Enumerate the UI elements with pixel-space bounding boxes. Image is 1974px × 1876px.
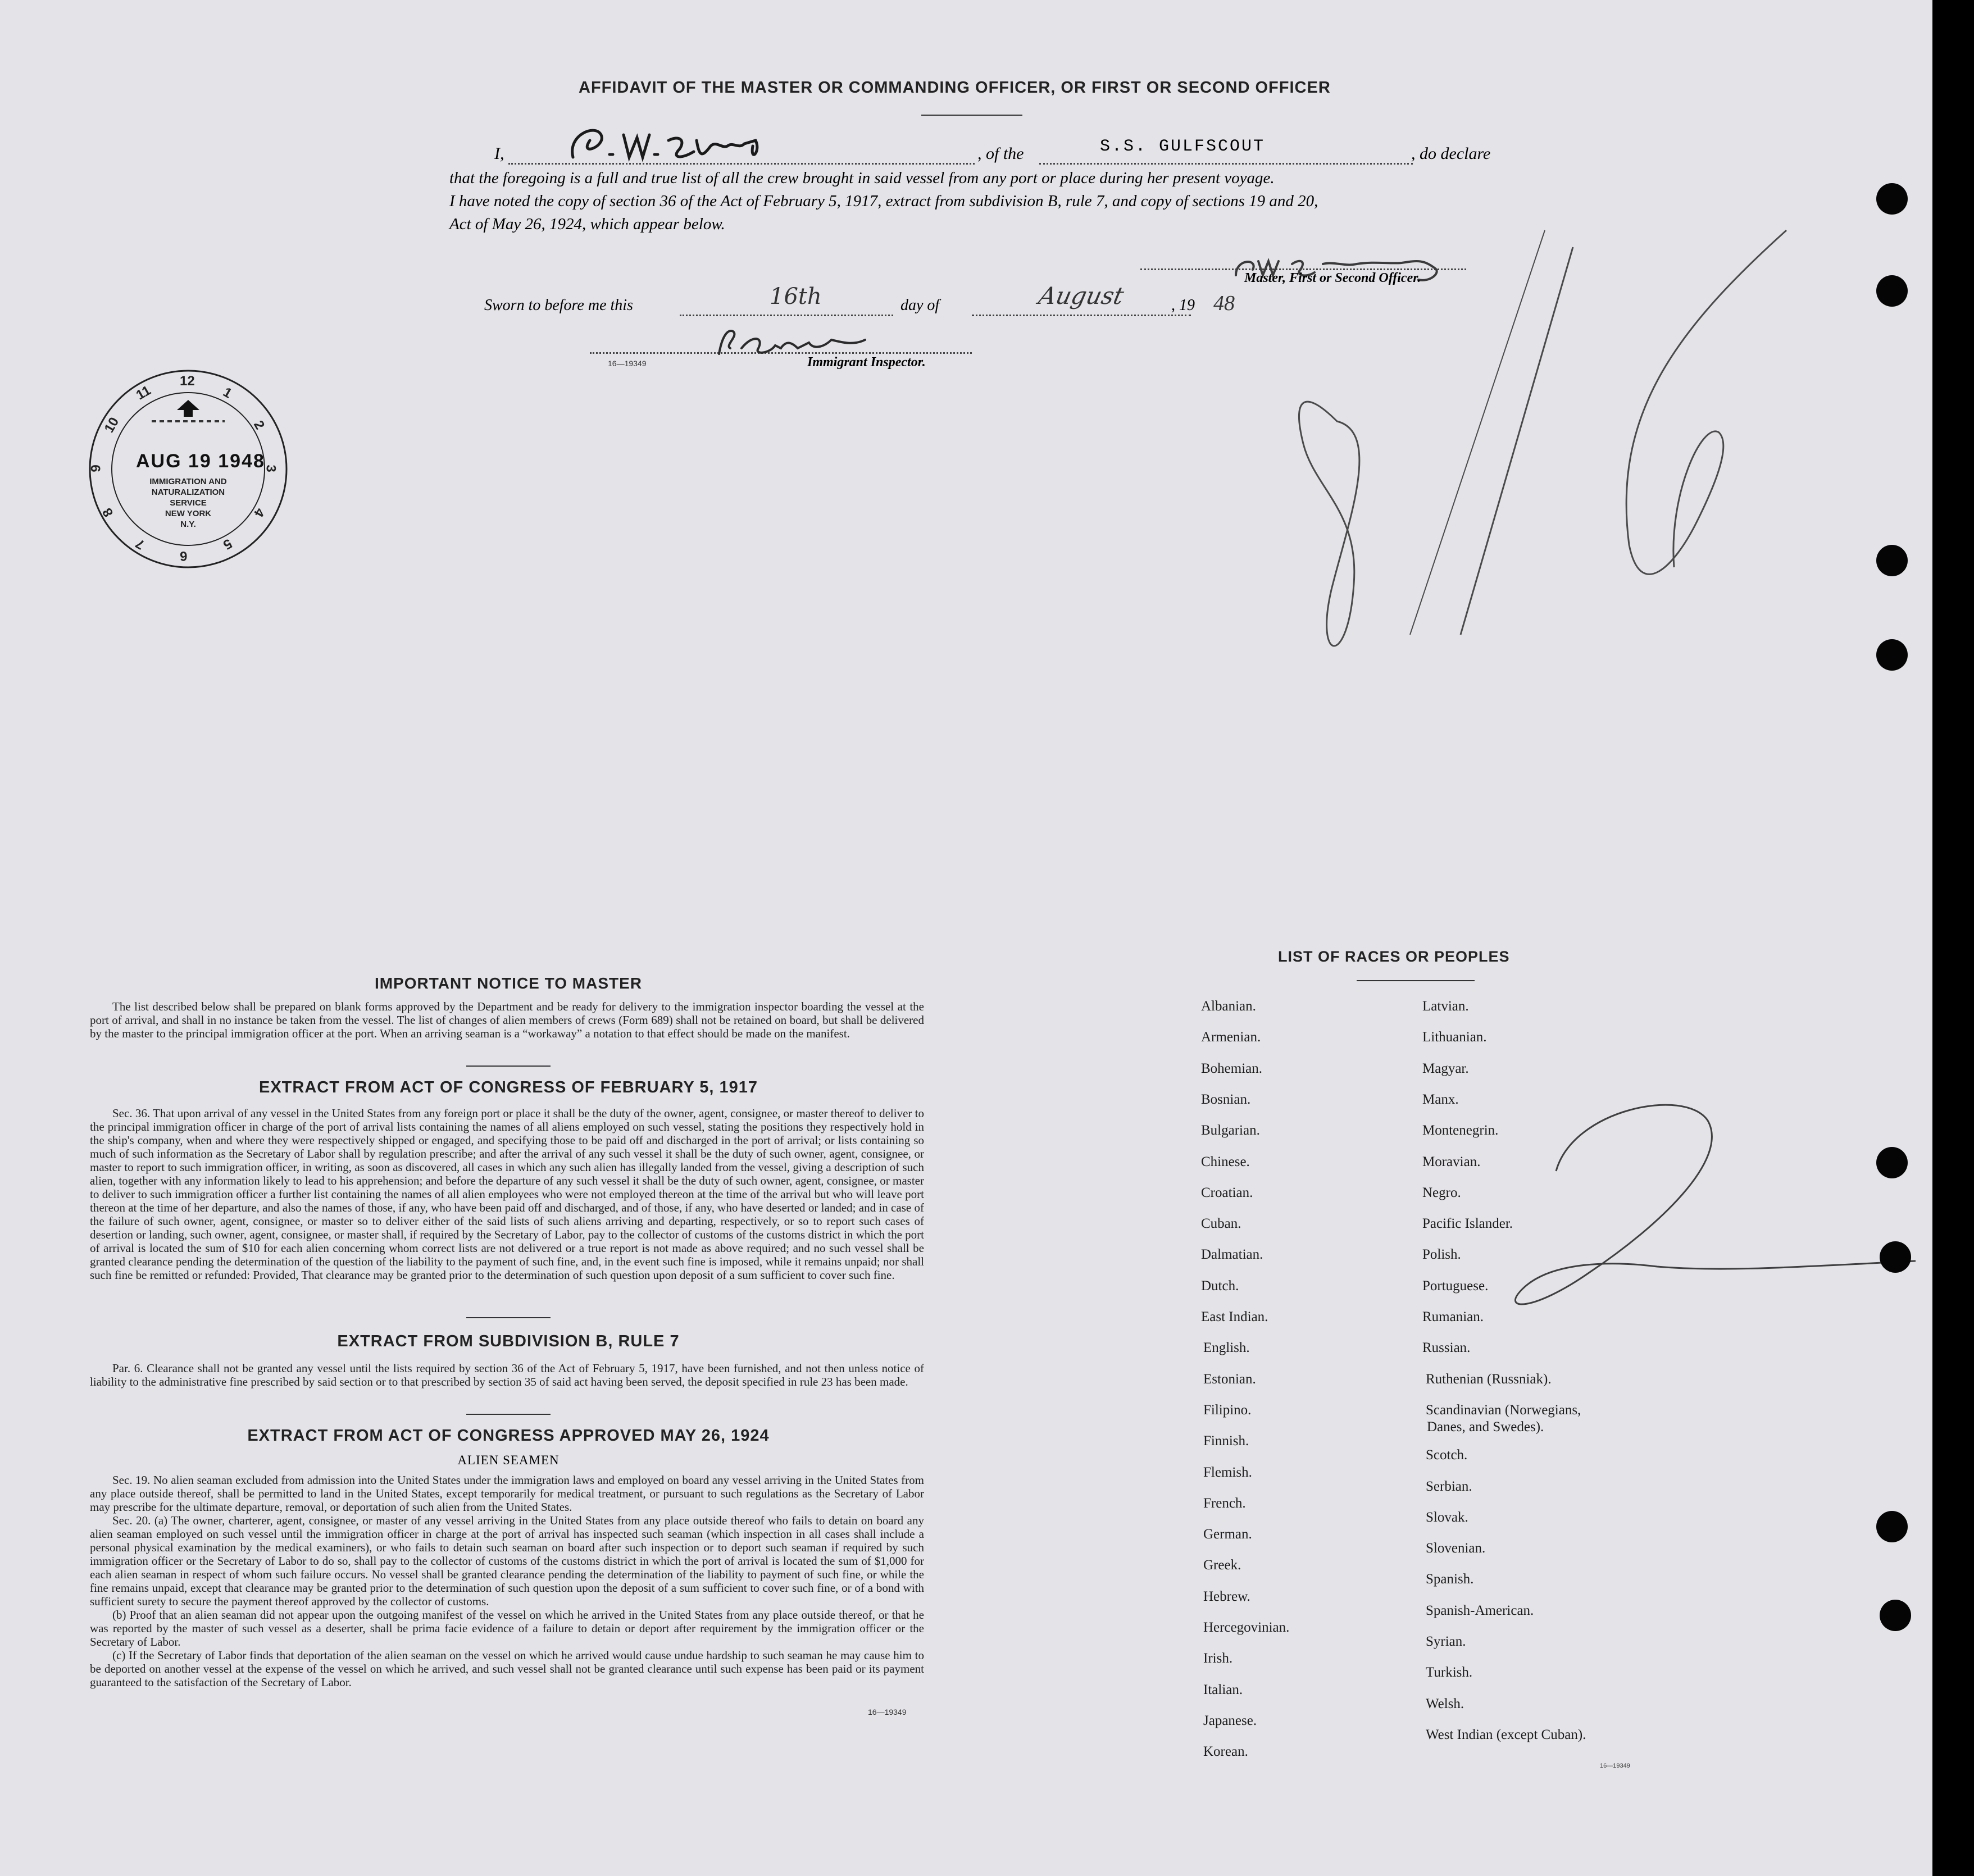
stamp-hour-number: 8 <box>99 505 117 520</box>
race-item: Croatian. <box>1201 1185 1253 1200</box>
race-item: French. <box>1203 1495 1246 1511</box>
rule7-rule <box>466 1414 551 1415</box>
stamp-line: N.Y. <box>180 520 196 529</box>
extract-form-number: 16—19349 <box>868 1707 907 1716</box>
vessel-name: S.S. GULFSCOUT <box>1100 137 1266 156</box>
extract-1917-body: Sec. 36. That upon arrival of any vessel in the United States from any foreign port or place it shall be the duty of the owner, agent, consignee, or master thereof to deliver to the principal immigration officer in charge of the port of arrival lists containing the names of all aliens employed on such vessel, stating the positions they respectively hold in the ship's company, when and where they were respectively shipped or engaged, and specifying those to be paid off and discharged in the port of arrival; or lists containing so much of such information as the Secretary of Labor shall by regulation prescribe; and after the arrival of any such vessel it shall be the duty of such owner, agent, consignee, or master to report to such immigration officer, in writing, as soon as discovered, all cases in which any such alien has illegally landed from the vessel, giving a description of such alien, together with any information likely to lead to his apprehension; and before the departure of any such vessel it shall be the duty of such owner, agent, consignee, or master to deliver to such immigration officer a further list containing the names of all alien employees who were not employed thereon at the time of the arrival but who will leave port thereon at the time of her departure, and also the names of those, if any, who have been paid off and discharged, and of those, if any, who have deserted or landed; and in case of the failure of such owner, agent, consignee, or master so to deliver either of the said lists of such aliens arriving and departing, respectively, or so to report such cases of desertion or landing, such owner, agent, consignee, or master shall, if required by the Secretary of Labor, pay to the collector of customs of the customs district in which the port of arrival is located the sum of $10 for each alien concerning whom correct lists are not delivered or a true report is not made as above required; and no such vessel shall be granted clearance pending the determination of the question of the liability to the payment of such fine, and, in the event such fine is imposed, while it remains unpaid; nor shall such fine be remitted or refunded: Provided, That clearance may be granted prior to the determination of such question upon deposit of a sum sufficient to cover such fine. <box>90 1107 924 1282</box>
stamp-hour-number: 12 <box>180 374 195 389</box>
stamp-line: SERVICE <box>170 498 207 508</box>
binder-hole <box>1876 275 1908 307</box>
affidavit-line-2: that the foregoing is a full and true list of all the crew brought in said vessel from any port or place during her present voyage. <box>449 169 1275 187</box>
do-declare-label: , do declare <box>1411 144 1491 163</box>
binder-hole <box>1880 1241 1911 1273</box>
race-item: Cuban. <box>1201 1216 1241 1232</box>
affidavit-line-3: I have noted the copy of section 36 of the Act of February 5, 1917, extract from subdivision B, rule 7, and copy of sections 19 and 20, <box>449 192 1318 210</box>
race-item: Bosnian. <box>1201 1091 1251 1107</box>
stamp-hour-number: 3 <box>263 465 279 472</box>
alien-seamen-subtitle: ALIEN SEAMEN <box>457 1453 560 1467</box>
stamp-date: AUG 19 1948 <box>136 450 265 472</box>
of-the-label: , of the <box>977 144 1024 163</box>
race-item: Scotch. <box>1426 1447 1468 1463</box>
sworn-month: August <box>1036 282 1126 309</box>
pencil-mark-8-1-6 <box>1225 230 1876 837</box>
race-item: Syrian. <box>1426 1634 1466 1649</box>
rule7-body: Par. 6. Clearance shall not be granted any vessel until the lists required by section 36 of the Act of February 5, 1917, have been furnished, and not then unless notice of liability to the administrative fine prescribed by said section or to that prescribed by section 35 of said act having been served, the deposit specified in rule 23 has been made. <box>90 1362 924 1388</box>
stamp-line: IMMIGRATION AND <box>149 477 227 486</box>
race-item: Slovak. <box>1426 1509 1468 1525</box>
binder-hole <box>1876 545 1908 576</box>
vessel-fill-line <box>1039 163 1413 165</box>
stamp-hour-number: 9 <box>88 465 104 472</box>
race-item: Moravian. <box>1422 1154 1481 1169</box>
sec19-paragraph: Sec. 19. No alien seaman excluded from admission into the United States under the immigration laws and employed on board any vessel arriving in the United States from any place outside thereof, shall be permitted to land in the United States, except temporarily for medical treatment, or pursuant to such regulations as the Secretary of Labor may prescribe for the ultimate departure, removal, or deportation of such alien from the United States. <box>90 1473 924 1514</box>
binder-hole <box>1876 639 1908 671</box>
races-rule <box>1357 980 1475 981</box>
race-item: Manx. <box>1422 1091 1459 1107</box>
binder-hole <box>1876 183 1908 215</box>
title-rule <box>921 115 1022 116</box>
race-item: Bulgarian. <box>1201 1123 1260 1139</box>
race-item: Greek. <box>1203 1558 1241 1573</box>
pencil-mark-2 <box>1489 1092 1949 1334</box>
year-prefix: , 19 <box>1171 297 1195 314</box>
affidavit-i-label: I, <box>494 144 504 163</box>
races-title: LIST OF RACES OR PEOPLES <box>1278 948 1510 965</box>
notice-rule <box>466 1066 551 1067</box>
race-item: Japanese. <box>1203 1713 1257 1728</box>
affidavit-line-4: Act of May 26, 1924, which appear below. <box>449 215 725 233</box>
race-item: Magyar. <box>1422 1060 1469 1076</box>
stamp-line: NATURALIZATION <box>151 488 225 497</box>
race-item: Spanish. <box>1426 1572 1474 1587</box>
stamp-hour-number: 2 <box>251 417 268 432</box>
stamp-line: NEW YORK <box>165 509 212 518</box>
sworn-day: 16th <box>770 284 822 309</box>
race-item: Italian. <box>1203 1682 1243 1697</box>
race-item: Pacific Islander. <box>1422 1216 1513 1232</box>
sworn-label: Sworn to before me this <box>484 297 633 314</box>
inspector-caption: Immigrant Inspector. <box>807 355 926 370</box>
extract-1924-body <box>90 1473 924 1689</box>
binder-hole <box>1880 1600 1911 1631</box>
extract-1924-title: EXTRACT FROM ACT OF CONGRESS APPROVED MAY 26, 1924 <box>247 1427 770 1445</box>
race-item: Flemish. <box>1203 1464 1252 1480</box>
race-item: East Indian. <box>1201 1309 1268 1324</box>
master-signature <box>556 118 871 169</box>
race-item: Dalmatian. <box>1201 1247 1263 1263</box>
race-item: Turkish. <box>1426 1665 1473 1681</box>
race-item: English. <box>1203 1340 1250 1356</box>
race-item: Albanian. <box>1201 999 1256 1014</box>
races-form-number: 16—19349 <box>1600 1763 1630 1769</box>
stamp-hour-number: 4 <box>251 505 268 520</box>
race-item: Hercegovinian. <box>1203 1620 1290 1635</box>
race-item: Estonian. <box>1203 1371 1256 1387</box>
race-item: German. <box>1203 1527 1252 1542</box>
race-item: Danes, and Swedes). <box>1427 1419 1544 1435</box>
master-caption: Master, First or Second Officer. <box>1244 271 1421 285</box>
stamp-hour-number: 5 <box>220 535 234 553</box>
race-item: Slovenian. <box>1426 1541 1486 1556</box>
race-item: Montenegrin. <box>1422 1123 1499 1139</box>
stamp-hour-number: 10 <box>101 414 122 435</box>
race-item: Latvian. <box>1422 999 1469 1014</box>
affidavit-title: AFFIDAVIT OF THE MASTER OR COMMANDING OFFICER, OR FIRST OR SECOND OFFICER <box>579 79 1331 97</box>
race-item: Rumanian. <box>1422 1309 1484 1324</box>
sec20b-paragraph: (b) Proof that an alien seaman did not appear upon the outgoing manifest of the vessel on which he arrived in the United States from any place outside thereof, or that he was reported by the master of such vessel as a deserter, shall be prima facie evidence of a failure to detain or deport after requirement by the immigration officer or the Secretary of Labor. <box>90 1608 924 1649</box>
notice-body: The list described below shall be prepared on blank forms approved by the Department and be ready for delivery to the immigration inspector boarding the vessel at the port of arrival, and shall in no instance be taken from the vessel. The list of changes of alien members of crews (Form 689) shall not be retained on board, but shall be delivered by the master to the principal immigration officer at the port. When an arriving seaman is a “workaway” a notation to that effect should be made on the manifest. <box>90 1000 924 1040</box>
binder-hole <box>1876 1511 1908 1542</box>
race-item: Chinese. <box>1201 1154 1250 1169</box>
race-item: Armenian. <box>1201 1030 1261 1045</box>
race-item: Spanish-American. <box>1426 1602 1534 1618</box>
race-item: Serbian. <box>1426 1478 1472 1494</box>
notice-title: IMPORTANT NOTICE TO MASTER <box>374 975 643 992</box>
race-item: Finnish. <box>1203 1433 1249 1449</box>
sec20c-paragraph: (c) If the Secretary of Labor finds that deportation of the alien seaman on the vessel on which he arrived would cause undue hardship to such seaman he may cause him to be deported on another vessel at the expense of the vessel on which he arrived, and such vessel shall not be granted clearance until such expense has been paid or its payment guaranteed to the satisfaction of the Secretary of Labor. <box>90 1649 924 1689</box>
day-of-label: day of <box>900 297 940 314</box>
race-item: Filipino. <box>1203 1402 1252 1418</box>
affidavit-form-number: 16—19349 <box>608 359 647 368</box>
stamp-hour-number: 1 <box>220 384 234 402</box>
rule7-title: EXTRACT FROM SUBDIVISION B, RULE 7 <box>337 1332 680 1350</box>
race-item: Portuguese. <box>1422 1278 1489 1294</box>
race-item: Welsh. <box>1426 1696 1464 1711</box>
stamp-hour-number: 11 <box>133 383 153 403</box>
year-suffix: 48 <box>1213 292 1235 315</box>
sec20a-paragraph: Sec. 20. (a) The owner, charterer, agent, consignee, or master of any vessel arriving in the United States from any place outside thereof who fails to detain on board any alien seaman employed on such vessel until the immigration officer in charge at the port of arrival has inspected such seaman (which inspection in all cases shall include a personal physical examination by the medical examiners), or who fails to detain such seaman on board after such inspection or to deport such seaman if required by such immigration officer or the Secretary of Labor to do so, shall pay to the collector of customs of the customs district in which the port of arrival is located the sum of $1,000 for each alien seaman in respect of whom such failure occurs. No vessel shall be granted clearance pending the determination of the liability to payment of such fine, or while the fine remains unpaid, except that clearance may be granted prior to the determination of such question upon the deposit of a sum sufficient to cover such fine, or of a bond with sufficient surety to secure the payment thereof approved by the collector of customs. <box>90 1514 924 1608</box>
stamp-hour-number: 7 <box>133 535 147 553</box>
month-fill-line <box>972 315 1191 316</box>
race-item: Lithuanian. <box>1422 1030 1487 1045</box>
binder-hole <box>1876 1147 1908 1178</box>
race-item: Korean. <box>1203 1744 1248 1760</box>
day-fill-line <box>680 315 893 316</box>
race-item: Dutch. <box>1201 1278 1239 1294</box>
race-item: Hebrew. <box>1203 1588 1250 1604</box>
race-item: Ruthenian (Russniak). <box>1426 1371 1552 1387</box>
race-item: West Indian (except Cuban). <box>1426 1727 1586 1742</box>
stamp-hour-number: 6 <box>180 548 188 563</box>
race-item: Scandinavian (Norwegians, <box>1426 1402 1581 1418</box>
extract-1917-title: EXTRACT FROM ACT OF CONGRESS OF FEBRUARY 5, 1917 <box>258 1078 758 1096</box>
stamp-text <box>129 476 247 530</box>
race-item: Russian. <box>1422 1340 1471 1356</box>
extract-1917-rule <box>466 1317 551 1318</box>
race-item: Bohemian. <box>1201 1060 1263 1076</box>
race-item: Negro. <box>1422 1185 1461 1200</box>
race-item: Polish. <box>1422 1247 1461 1263</box>
race-item: Irish. <box>1203 1651 1233 1666</box>
